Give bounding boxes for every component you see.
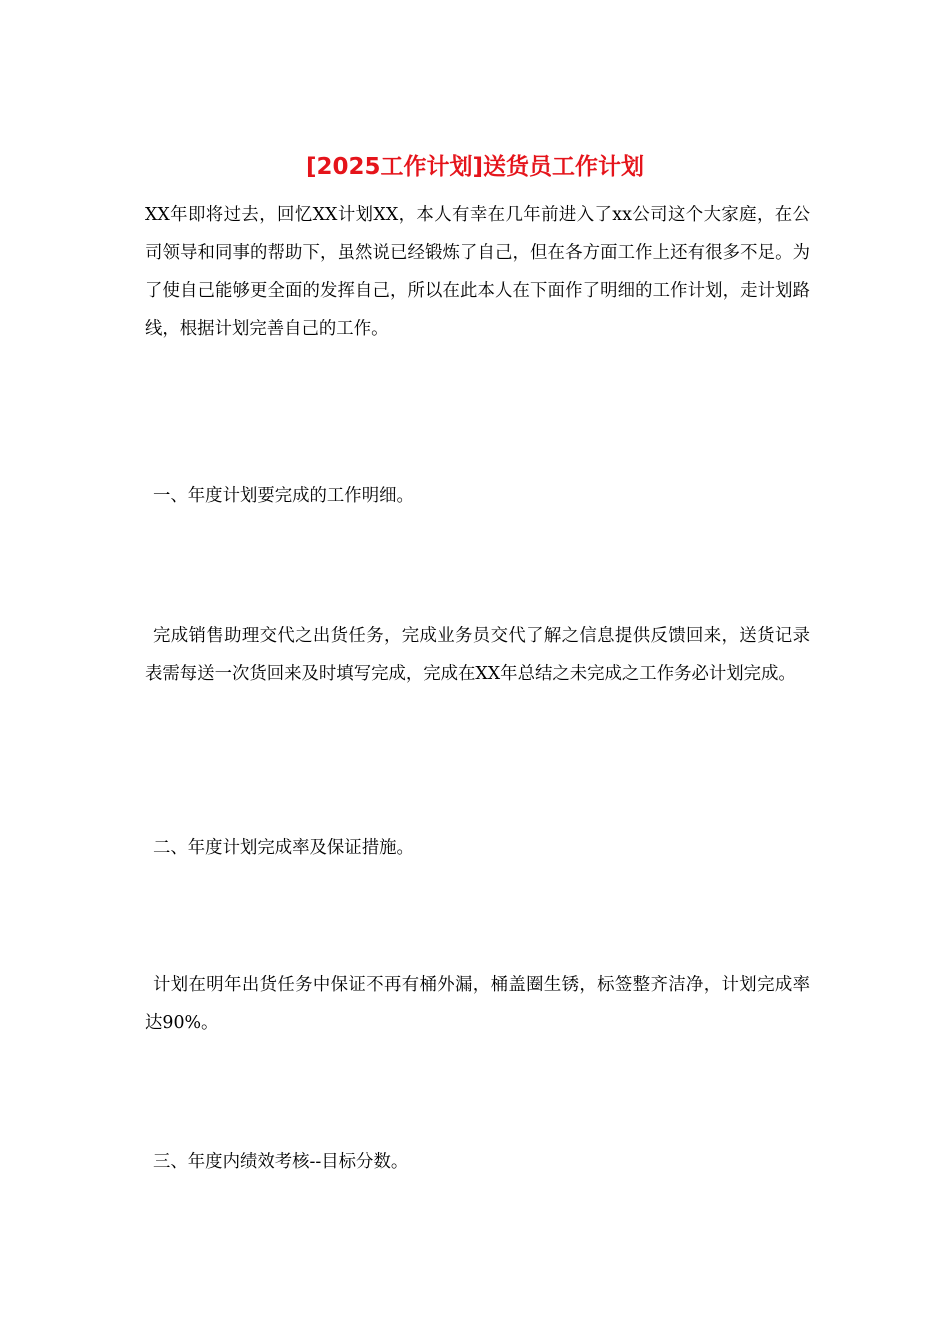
intro-paragraph: XX年即将过去，回忆XX计划XX，本人有幸在几年前进入了xx公司这个大家庭，在公司领导和同事的帮助下，虽然说已经锻炼了自己，但在各方面工作上还有很多不足。为了使自己能够更全面的发挥自己，所以在此本人在下面作了明细的工作计划，走计划路线，根据计划完善自己的工作。 <box>145 205 810 339</box>
section-2-heading: 二、年度计划完成率及保证措施。 <box>153 838 414 858</box>
document-title: [2025工作计划]送货员工作计划 <box>305 154 645 180</box>
section-1-heading: 一、年度计划要完成的工作明细。 <box>153 486 414 506</box>
section-1-body-text: 完成销售助理交代之出货任务，完成业务员交代了解之信息提供反馈回来，送货记录表需每送一次货回来及时填写完成，完成在XX年总结之未完成之工作务必计划完成。 <box>145 626 810 684</box>
section-3-heading: 三、年度内绩效考核--目标分数。 <box>153 1152 409 1172</box>
section-2-body <box>145 966 810 1042</box>
section-2-body-text: 计划在明年出货任务中保证不再有桶外漏，桶盖圈生锈，标签整齐洁净，计划完成率达90%。 <box>145 975 810 1033</box>
section-1-body <box>145 617 810 693</box>
